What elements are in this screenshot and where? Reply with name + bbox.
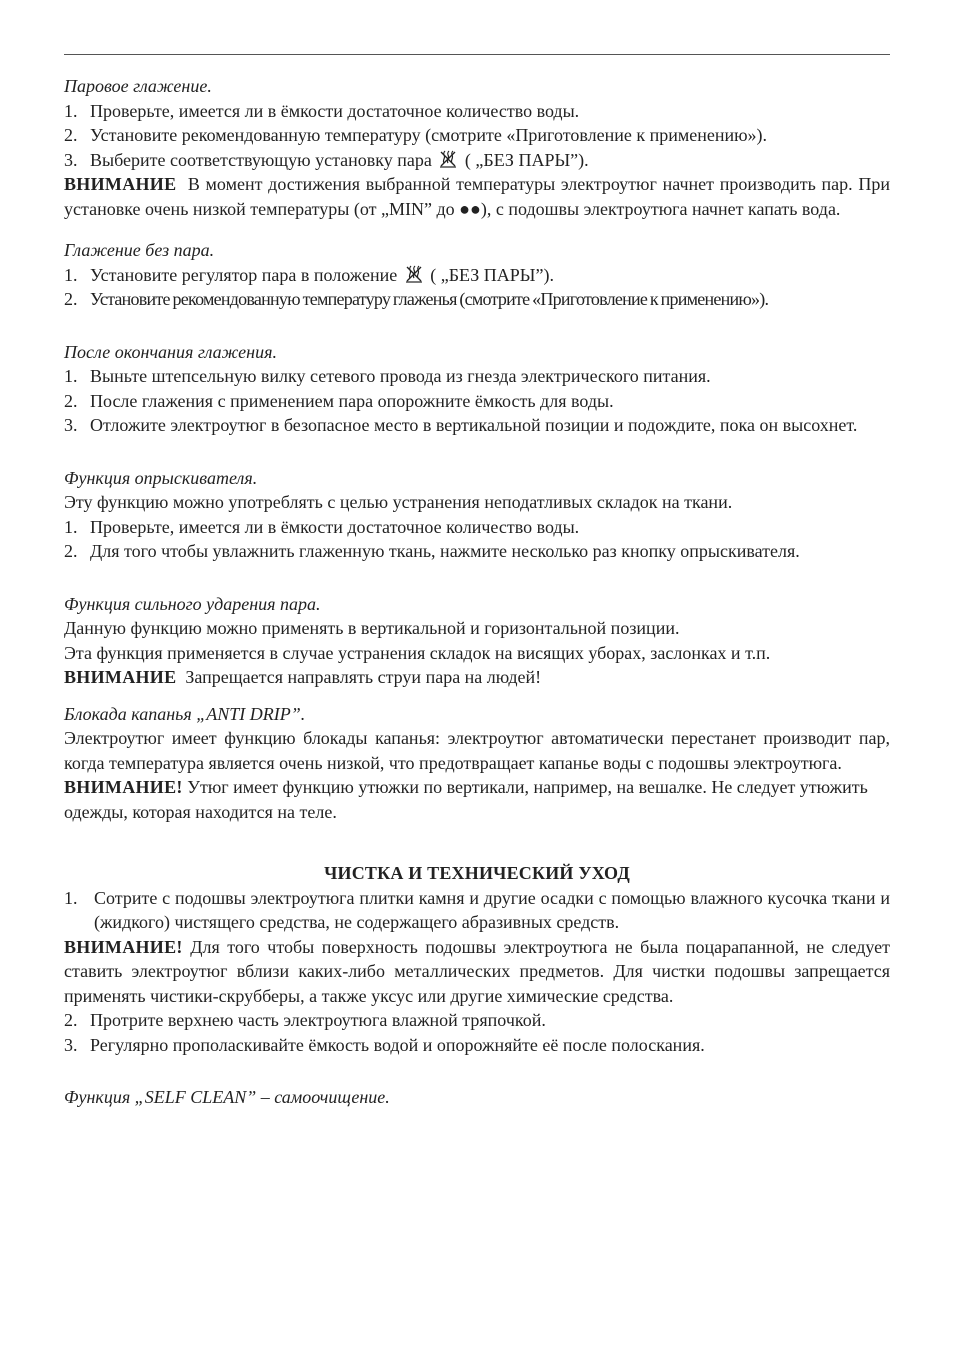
list-text: Выберите соответствующую установку пара: [90, 149, 432, 170]
section-steam-ironing: [64, 74, 890, 221]
warning-anti-drip: [64, 775, 890, 824]
list-number: 1.: [64, 100, 78, 121]
warning-label: ВНИМАНИЕ!: [64, 936, 183, 957]
cleaning-list-1: [64, 886, 890, 935]
list-number: 3.: [64, 1034, 78, 1055]
section-dry-ironing: [64, 238, 890, 312]
list-item: [64, 539, 890, 564]
steam-ironing-list: [64, 99, 890, 173]
list-item: [64, 1033, 890, 1058]
list-number: 2.: [64, 125, 78, 145]
heading-steam-ironing: Паровое глажение.: [64, 76, 212, 96]
list-text: Проверьте, имеется ли в ёмкости достаточное количество воды.: [90, 516, 580, 537]
cleaning-title: ЧИСТКА И ТЕХНИЧЕСКИЙ УХОД: [324, 863, 630, 883]
section-cleaning: [64, 861, 890, 1057]
section-after-ironing: [64, 340, 890, 438]
warning-label: ВНИМАНИЕ: [64, 174, 177, 194]
heading-dry-ironing: Глажение без пара.: [64, 240, 215, 260]
heading-after-ironing: После окончания глажения.: [64, 341, 277, 362]
list-number: 1.: [64, 264, 78, 285]
after-ironing-list: [64, 364, 890, 438]
cleaning-list-2: [64, 1008, 890, 1057]
list-number: 1.: [64, 516, 78, 537]
content: [64, 55, 890, 1110]
list-text: ( „БЕЗ ПАРЫ”).: [430, 264, 554, 285]
list-item: [64, 389, 890, 414]
list-item: [64, 364, 890, 389]
list-number: 3.: [64, 149, 78, 170]
list-item: [64, 413, 890, 438]
section-anti-drip: [64, 702, 890, 825]
no-steam-icon: [404, 264, 424, 284]
steam-shot-line-1: Данную функцию можно применять в вертикальной и горизонтальной позиции.: [64, 618, 680, 638]
list-text: Сотрите с подошвы электроутюга плитки камня и другие осадки с помощью влажного кусочка ткани и (жидкого) чистящего средства, не содержащего абразивных средств.: [94, 887, 890, 932]
warning-steam: [64, 172, 890, 221]
list-text: Регулярно прополаскивайте ёмкость водой и опорожняйте её после полоскания.: [90, 1034, 705, 1055]
heading-steam-shot: Функция сильного ударения пара.: [64, 593, 321, 614]
anti-drip-text: Электроутюг имеет функцию блокады капанья: электроутюг автоматически перестанет производит пар, когда температура является очень низкой, что предотвращает капанье воды с подошвы электроутюга.: [64, 728, 890, 773]
steam-shot-line-2: Эта функция применяется в случае устранения складок на висящих уборах, заслонках и т.п.: [64, 642, 771, 663]
list-text: Для того чтобы увлажнить глаженную ткань, нажмите несколько раз кнопку опрыскивателя.: [90, 541, 800, 561]
list-number: 2.: [64, 289, 78, 309]
page: [64, 54, 890, 1110]
warning-text: В момент достижения выбранной температуры электроутюг начнет производить пар. При установке очень низкой температуры (от „MIN” до ●●), с подошвы электроутюга начнет капать вода.: [64, 174, 890, 219]
spray-list: [64, 515, 890, 564]
section-self-clean: [64, 1085, 890, 1110]
list-text: Установите рекомендованную температуру (смотрите «Приготовление к применению»).: [90, 125, 768, 145]
list-item: [64, 515, 890, 540]
section-spray-function: [64, 466, 890, 564]
list-number: 2.: [64, 1010, 78, 1030]
dry-ironing-list: [64, 263, 890, 312]
list-text: Установите регулятор пара в положение: [90, 264, 398, 285]
warning-cleaning: [64, 935, 890, 1009]
warning-steam-shot: [64, 665, 890, 690]
section-steam-shot: [64, 592, 890, 690]
list-item: [64, 148, 890, 173]
list-item: [64, 287, 890, 312]
list-text: Установите рекомендованную температуру глаженья (смотрите «Приготовление к применению»).: [90, 289, 769, 309]
warning-label: ВНИМАНИЕ!: [64, 777, 183, 797]
warning-label: ВНИМАНИЕ: [64, 667, 177, 687]
list-text: ( „БЕЗ ПАРЫ”).: [464, 149, 589, 170]
list-item: [64, 263, 890, 288]
warning-text: Запрещается направлять струи пара на людей!: [185, 667, 542, 687]
list-text: Отложите электроутюг в безопасное место в вертикальной позиции и подождите, пока он высохнет.: [90, 415, 858, 435]
list-item: [64, 886, 890, 935]
list-item: [64, 99, 890, 124]
list-text: После глажения с применением пара опорожните ёмкость для воды.: [90, 390, 614, 411]
warning-text: Для того чтобы поверхность подошвы электроутюга не была поцарапанной, не следует ставить электроутюг вблизи каких-либо металлических предметов. Для чистки подошвы запрещается применять чистики-скрубберы, а также уксус или другие химические средства.: [64, 936, 891, 1006]
heading-spray-function: Функция опрыскивателя.: [64, 467, 258, 488]
list-number: 1.: [64, 366, 78, 386]
list-item: [64, 1008, 890, 1033]
heading-anti-drip: Блокада капанья „ANTI DRIP”.: [64, 703, 306, 724]
list-text: Выньте штепсельную вилку сетевого провода из гнезда электрического питания.: [90, 366, 711, 386]
list-number: 2.: [64, 390, 78, 411]
list-item: [64, 123, 890, 148]
list-text: Протрите верхнею часть электроутюга влажной тряпочкой.: [90, 1010, 546, 1030]
no-steam-icon: [438, 149, 458, 169]
spray-intro: Эту функцию можно употреблять с целью устранения неподатливых складок на ткани.: [64, 492, 733, 512]
warning-text: Утюг имеет функцию утюжки по вертикали, например, на вешалке. Не следует утюжить одежды, которая находится на теле.: [64, 777, 868, 822]
list-number: 2.: [64, 541, 78, 561]
heading-self-clean: Функция „SELF CLEAN” – самоочищение.: [64, 1087, 390, 1107]
list-number: 3.: [64, 415, 78, 435]
list-text: Проверьте, имеется ли в ёмкости достаточное количество воды.: [90, 100, 580, 121]
list-number: 1.: [64, 887, 78, 908]
